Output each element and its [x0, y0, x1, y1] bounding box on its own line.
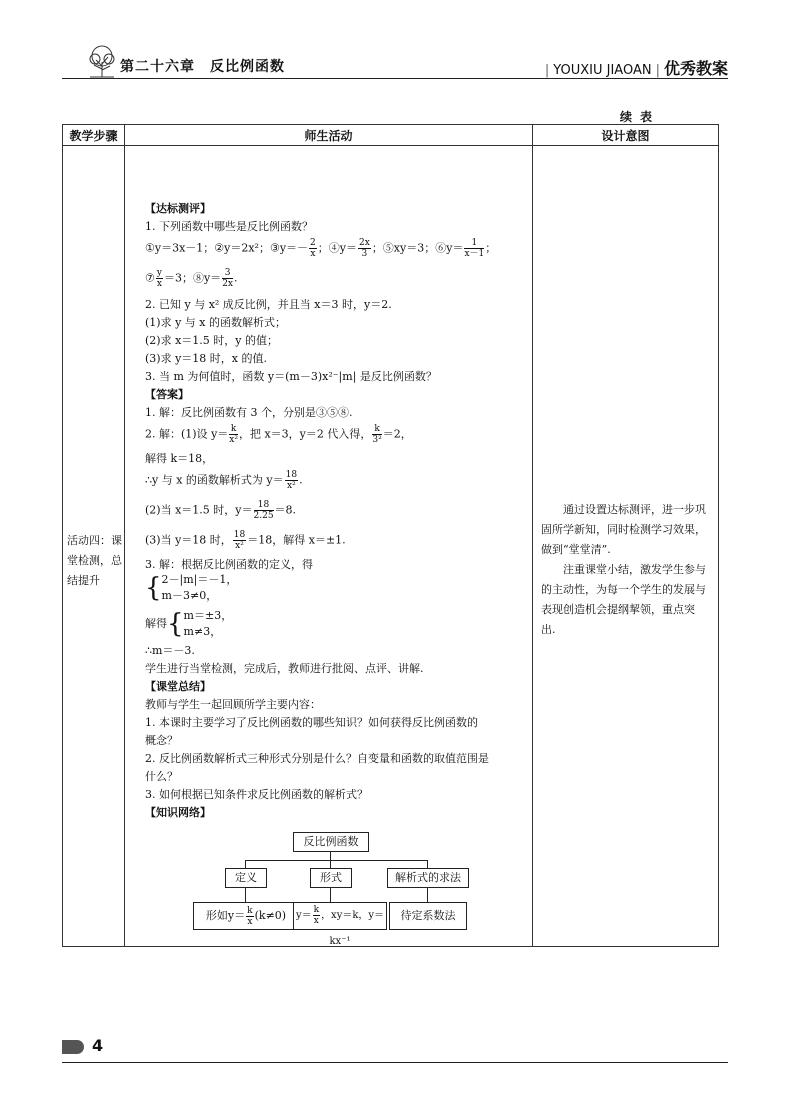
diagram-root: 反比例函数 — [293, 832, 369, 852]
question-1: 1. 下列函数中哪些是反比例函数？ — [145, 220, 313, 233]
summary-intro: 教师与学生一起回顾所学主要内容： — [145, 698, 321, 711]
answer-3-final: ∴m＝－3. — [145, 644, 195, 657]
diagram-connector — [330, 860, 331, 868]
diagram-connector — [330, 852, 331, 860]
section-title: 【知识网络】 — [145, 806, 211, 819]
section-title: 【课堂总结】 — [145, 680, 211, 693]
header-rule — [62, 78, 728, 79]
diagram-form: 形式 — [310, 868, 352, 888]
question-2: 2. 已知 y 与 x² 成反比例，并且当 x＝3 时，y＝2. — [145, 298, 392, 311]
diagram-connector — [427, 888, 428, 902]
step-cell — [63, 146, 125, 947]
answer-1: 1. 解：反比例函数有 3 个，分别是③⑤⑧. — [145, 406, 353, 419]
brand: | YOUXIU JIAOAN | 优秀教案 — [544, 59, 728, 78]
answer-3-system: { 2－|m|＝－1， m－3≠0， — [145, 573, 238, 603]
diagram-connector — [245, 888, 246, 902]
header-step: 教学步骤 — [63, 125, 125, 146]
diagram-method: 解析式的求法 — [387, 868, 469, 888]
footer-tab — [62, 1040, 84, 1054]
activity-cell — [125, 146, 533, 947]
answer-2-result: ∴y 与 x 的函数解析式为 y＝ $\frac{18}{\text{x²}}$ . — [145, 470, 303, 491]
question-1-options-row2: ⑦ $\frac{y}{x}$ ＝3；⑧y＝ $\frac{3}{2x}$ . — [145, 268, 238, 289]
continued-label: 续表 — [620, 110, 661, 124]
summary-3: 3. 如何根据已知条件求反比例函数的解析式？ — [145, 788, 368, 801]
answer-2-part-2: (2)当 x＝1.5 时，y＝ $\frac{18}{2.25}$ ＝8. — [145, 500, 297, 521]
question-2-part-2: (2)求 x＝1.5 时，y 的值； — [145, 334, 278, 347]
answer-2-solve: 解得 k＝18， — [145, 452, 214, 465]
summary-2: 2. 反比例函数解析式三种形式分别是什么？自变量和函数的取值范围是 — [145, 752, 489, 765]
summary-1-cont: 概念？ — [145, 734, 178, 747]
lesson-table — [62, 124, 719, 947]
brand-latin: YOUXIU JIAOAN — [553, 63, 652, 78]
page-number: 4 — [92, 1036, 104, 1055]
question-1-options: ①y＝3x－1；②y＝2x²；③y＝－ $\frac{2}{x}$ ；④y＝ $\frac{2x}{3}$ ；⑤xy＝3；⑥y＝ $\frac{1}{x-1}$ ； — [145, 238, 497, 259]
diagram-definition-detail: 形如y＝ $\frac{k}{x}$ (k≠0) — [193, 902, 299, 930]
chapter-title: 第二十六章 反比例函数 — [120, 59, 285, 75]
footer-rule — [62, 1062, 728, 1063]
answer-2-part-3: (3)当 y＝18 时， $\frac{18}{\text{x²}}$ ＝18，解得 x＝±1. — [145, 530, 346, 551]
intent-cell — [533, 146, 719, 947]
diagram-connector — [245, 860, 246, 868]
diagram-definition: 定义 — [225, 868, 267, 888]
diagram-connector — [330, 888, 331, 902]
header-intent: 设计意图 — [533, 125, 719, 146]
question-2-part-1: (1)求 y 与 x 的函数解析式； — [145, 316, 286, 329]
question-2-part-3: (3)求 y＝18 时，x 的值. — [145, 352, 267, 365]
step-label: 活动四：课堂检测，总结提升 — [67, 534, 122, 587]
summary-1: 1. 本课时主要学习了反比例函数的哪些知识？如何获得反比例函数的 — [145, 716, 478, 729]
answer-3-solution: 解得{ m＝±3， m≠3， — [145, 609, 233, 639]
diagram-connector — [427, 860, 428, 868]
diagram-form-detail: y＝ $\frac{k}{x}$ ，xy＝k，y＝kx⁻¹ — [293, 902, 387, 930]
intent-paragraph-2: 注重课堂小结，激发学生参与的主动性，为每一个学生的发展与表现创造机会提纲挈领，重点突出. — [541, 563, 706, 636]
summary-2-cont: 什么？ — [145, 770, 178, 783]
diagram-method-detail: 待定系数法 — [389, 902, 467, 930]
header-activity: 师生活动 — [125, 125, 533, 146]
section-title: 【达标测评】 — [145, 202, 211, 215]
brand-cn: 优秀教案 — [663, 59, 728, 78]
tree-logo — [86, 44, 118, 78]
answer-2: 2. 解：(1)设 y＝ $\frac{k}{\text{x²}}$ ，把 x＝3，y＝2 代入得， $\frac{k}{\text{3²}}$ ＝2， — [145, 424, 412, 445]
section-title: 【答案】 — [145, 388, 189, 401]
question-3: 3. 当 m 为何值时，函数 y＝(m－3)x²⁻|m| 是反比例函数？ — [145, 370, 437, 383]
intent-paragraph-1: 通过设置达标测评，进一步巩固所学新知，同时检测学习效果，做到“堂堂清”. — [541, 503, 706, 556]
diagram-connector — [245, 860, 427, 861]
answer-3: 3. 解：根据反比例函数的定义，得 — [145, 558, 313, 571]
activity-note: 学生进行当堂检测，完成后，教师进行批阅、点评、讲解. — [145, 662, 424, 675]
